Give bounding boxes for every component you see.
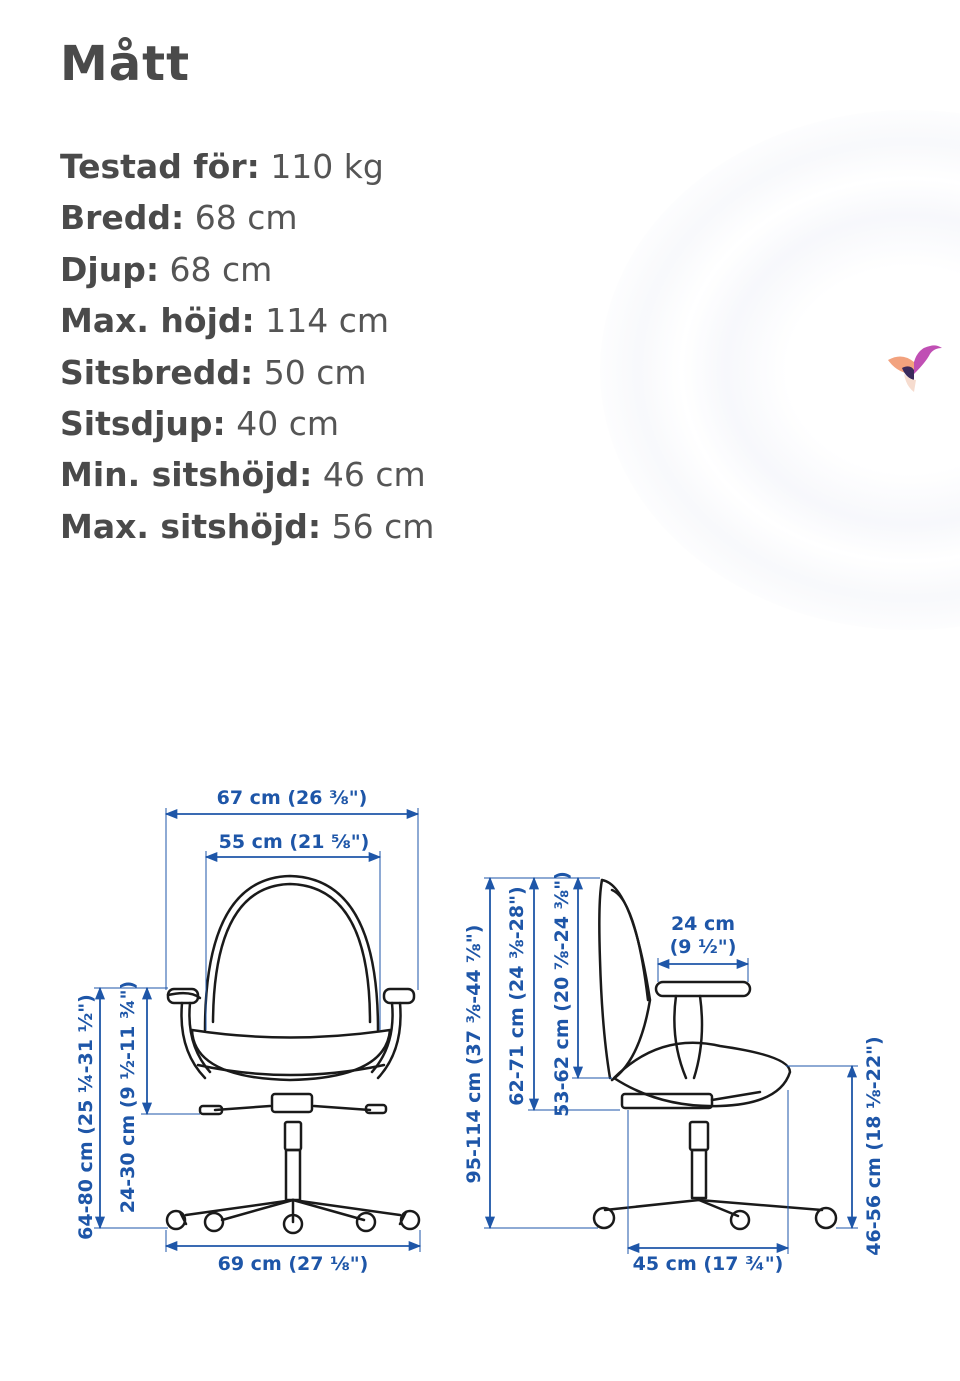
spec-label: Testad för: bbox=[60, 147, 260, 186]
dim-side-backrest-height: 53-62 cm (20 ⅞-24 ⅜") bbox=[551, 871, 573, 1117]
spec-row bbox=[60, 246, 434, 297]
front-view-dimensions bbox=[94, 808, 420, 1252]
spec-row bbox=[60, 349, 434, 400]
dim-side-total-height: 95-114 cm (37 ⅜-44 ⅞") bbox=[463, 924, 485, 1184]
spec-row bbox=[60, 451, 434, 502]
spec-value: 56 cm bbox=[331, 506, 435, 546]
spec-label: Sitsbredd: bbox=[60, 352, 254, 392]
spec-row bbox=[60, 194, 434, 245]
spec-row bbox=[60, 143, 434, 194]
dim-side-seat-depth: 45 cm (17 ¾") bbox=[632, 1253, 784, 1275]
spec-row bbox=[60, 297, 434, 348]
spec-value: 68 cm bbox=[169, 249, 273, 289]
dim-front-width-top: 67 cm (26 ⅜") bbox=[216, 787, 368, 809]
dim-side-back-height: 62-71 cm (24 ⅜-28") bbox=[506, 886, 528, 1106]
page-title: Mått bbox=[60, 36, 191, 92]
spec-value: 50 cm bbox=[263, 352, 367, 392]
spec-row bbox=[60, 400, 434, 451]
dim-side-armrest-depth-in: (9 ½") bbox=[669, 936, 737, 958]
dim-front-armrest-above-seat: 24-30 cm (9 ½-11 ¾") bbox=[117, 980, 139, 1214]
dim-front-backrest-width: 55 cm (21 ⅝") bbox=[218, 831, 370, 853]
spec-value: 68 cm bbox=[194, 198, 298, 238]
spec-value: 40 cm bbox=[236, 403, 340, 443]
dim-side-armrest-depth-cm: 24 cm bbox=[670, 913, 736, 935]
spec-label: Min. sitshöjd: bbox=[60, 455, 313, 495]
chair-dimension-drawing bbox=[0, 760, 960, 1320]
dim-side-seat-height: 46-56 cm (18 ⅛-22") bbox=[863, 1036, 885, 1256]
bird-logo-icon[interactable] bbox=[884, 340, 944, 396]
spec-label: Max. höjd: bbox=[60, 301, 255, 341]
dim-front-armrest-height: 64-80 cm (25 ¼-31 ½") bbox=[75, 994, 97, 1240]
spec-label: Bredd: bbox=[60, 198, 185, 238]
spec-value: 114 cm bbox=[265, 301, 389, 341]
spec-value: 110 kg bbox=[270, 147, 384, 186]
spec-row bbox=[60, 503, 434, 554]
spec-value: 46 cm bbox=[322, 455, 426, 495]
spec-label: Djup: bbox=[60, 249, 160, 289]
specs-list bbox=[60, 143, 434, 554]
spec-label: Max. sitshöjd: bbox=[60, 506, 322, 546]
dim-front-base-width: 69 cm (27 ⅛") bbox=[217, 1253, 369, 1275]
front-view-chair bbox=[167, 876, 419, 1233]
spec-label: Sitsdjup: bbox=[60, 403, 226, 443]
